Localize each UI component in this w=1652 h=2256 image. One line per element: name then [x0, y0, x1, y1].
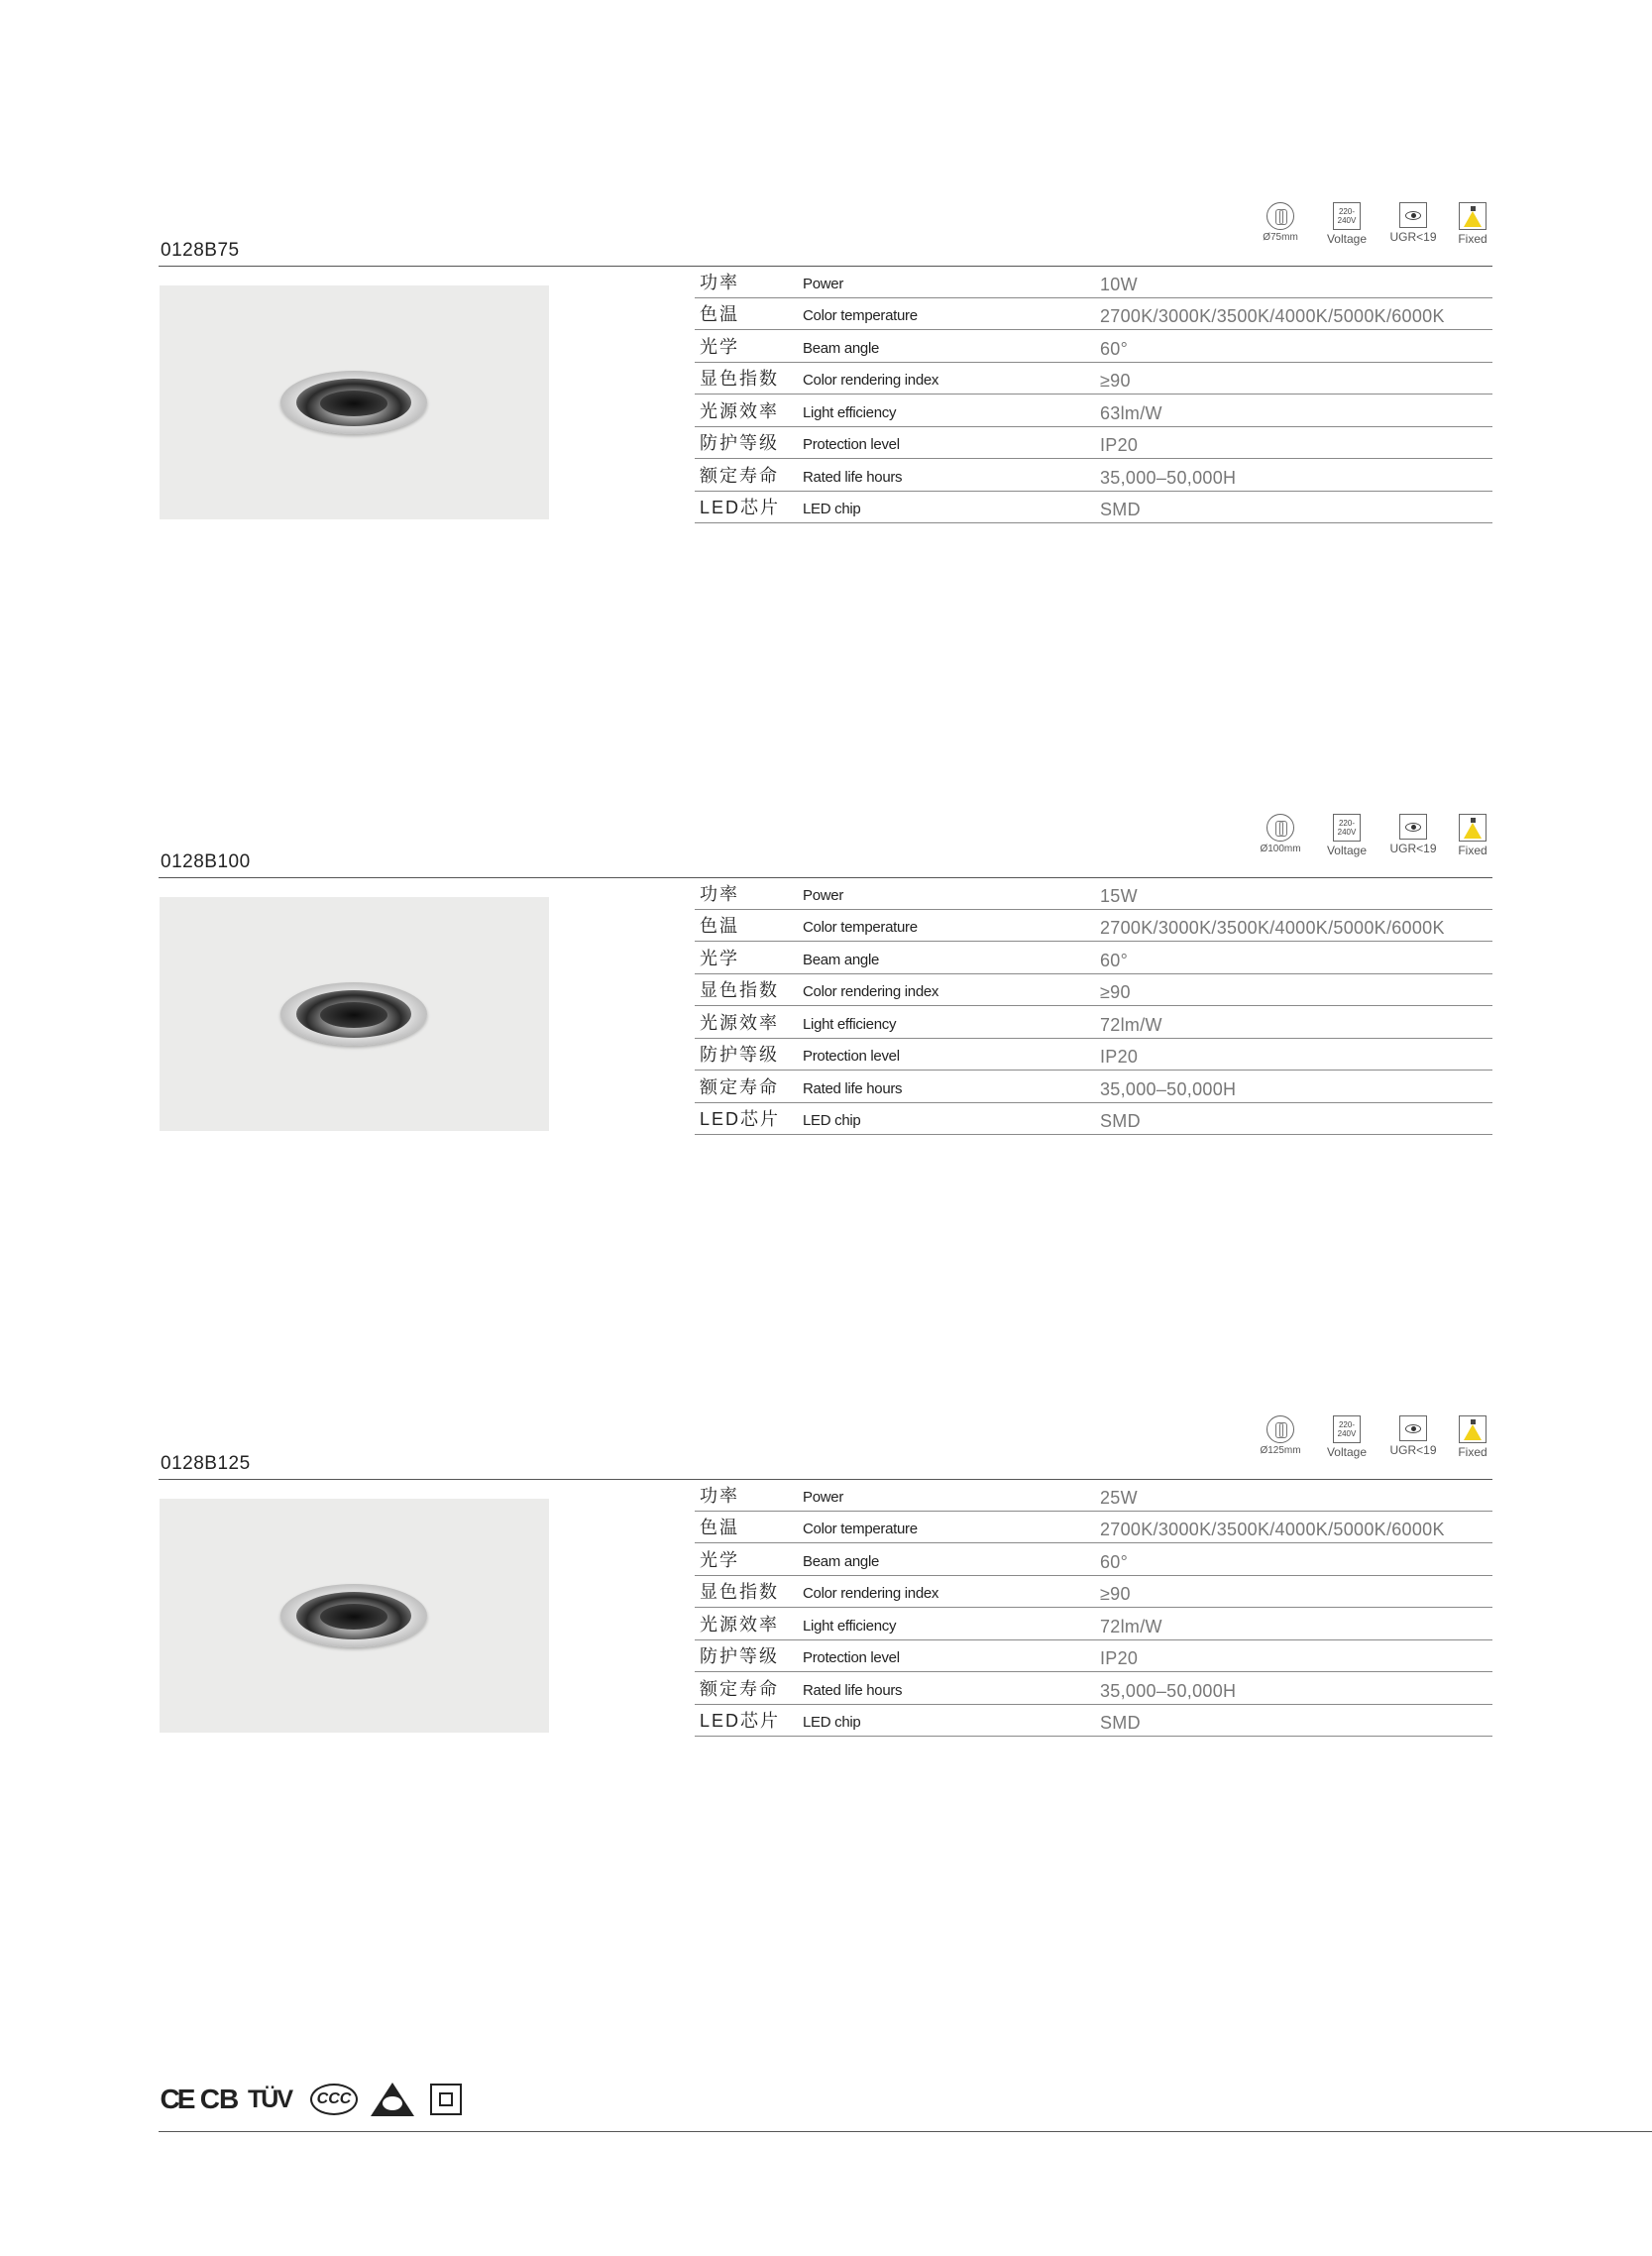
fixed-label: Fixed — [1458, 1445, 1487, 1459]
ugr-label: UGR<19 — [1389, 230, 1437, 244]
spec-row: 光学 Beam angle 60° — [695, 1543, 1492, 1576]
ugr-badge — [1382, 814, 1444, 855]
size-badge — [1253, 202, 1308, 243]
cutout-size-label: Ø75mm — [1263, 232, 1298, 243]
spec-row: LED芯片 LED chip SMD — [695, 492, 1492, 524]
spec-table — [695, 1479, 1492, 1737]
tuv-mark-icon: TÜV — [248, 2085, 291, 2113]
class-ii-icon — [428, 2080, 464, 2119]
voltage-icon: 220-240V — [1333, 1415, 1361, 1443]
ugr-label: UGR<19 — [1389, 1443, 1437, 1457]
ugr-badge — [1382, 1415, 1444, 1457]
downlight-image — [280, 982, 427, 1046]
certification-logos — [159, 2080, 486, 2119]
cutout-size-label: Ø125mm — [1260, 1445, 1301, 1456]
ce-mark-icon: CE — [160, 2084, 193, 2114]
downlight-image — [280, 371, 427, 434]
spec-row: 色温 Color temperature 2700K/3000K/3500K/4000K/5000K/6000K — [695, 1512, 1492, 1544]
spec-row: 额定寿命 Rated life hours 35,000–50,000H — [695, 1071, 1492, 1103]
size-badge — [1253, 814, 1308, 854]
voltage-label: Voltage — [1326, 232, 1368, 246]
model-code: 0128B100 — [161, 851, 251, 872]
voltage-icon: 220-240V — [1333, 814, 1361, 842]
fixed-beam-icon — [1459, 202, 1487, 230]
product-section — [0, 814, 1652, 1230]
product-section — [0, 1415, 1652, 1832]
saa-mark-icon — [369, 2080, 416, 2119]
voltage-badge — [1317, 1415, 1377, 1459]
spec-row: 额定寿命 Rated life hours 35,000–50,000H — [695, 1672, 1492, 1705]
voltage-label: Voltage — [1326, 1445, 1368, 1459]
spec-table — [695, 266, 1492, 523]
spec-row: 显色指数 Color rendering index ≥90 — [695, 363, 1492, 395]
spec-row: 防护等级 Protection level IP20 — [695, 427, 1492, 460]
voltage-label: Voltage — [1326, 844, 1368, 857]
fixed-badge — [1449, 814, 1496, 857]
spec-row: 功率 Power 15W — [695, 877, 1492, 910]
spec-row: 防护等级 Protection level IP20 — [695, 1640, 1492, 1673]
feature-icons — [1253, 202, 1500, 262]
spec-row: 光学 Beam angle 60° — [695, 330, 1492, 363]
feature-icons — [1253, 1415, 1500, 1475]
spec-row: 功率 Power 25W — [695, 1479, 1492, 1512]
ugr-label: UGR<19 — [1389, 842, 1437, 855]
product-image — [160, 285, 549, 519]
size-badge — [1253, 1415, 1308, 1456]
spec-row: 功率 Power 10W — [695, 266, 1492, 298]
eye-icon — [1399, 1415, 1427, 1441]
spec-row: 显色指数 Color rendering index ≥90 — [695, 974, 1492, 1007]
spec-row: LED芯片 LED chip SMD — [695, 1103, 1492, 1136]
eye-icon — [1399, 202, 1427, 228]
product-image — [160, 1499, 549, 1733]
fixed-label: Fixed — [1458, 232, 1487, 246]
eye-icon — [1399, 814, 1427, 840]
fixed-badge — [1449, 1415, 1496, 1459]
feature-icons — [1253, 814, 1500, 873]
spec-row: 额定寿命 Rated life hours 35,000–50,000H — [695, 459, 1492, 492]
downlight-image — [280, 1584, 427, 1647]
spec-row: 色温 Color temperature 2700K/3000K/3500K/4000K/5000K/6000K — [695, 298, 1492, 331]
cutout-size-label: Ø100mm — [1260, 844, 1301, 854]
fixed-badge — [1449, 202, 1496, 246]
model-code: 0128B75 — [161, 240, 240, 261]
spec-row: LED芯片 LED chip SMD — [695, 1705, 1492, 1738]
ccc-mark-icon: CCC — [309, 2080, 359, 2119]
fixed-beam-icon — [1459, 814, 1487, 842]
spec-table — [695, 877, 1492, 1135]
spec-row: 光源效率 Light efficiency 72lm/W — [695, 1006, 1492, 1039]
cb-mark-icon: CB — [199, 2084, 239, 2114]
ugr-badge — [1382, 202, 1444, 244]
cutout-size-icon — [1267, 814, 1294, 842]
spec-row: 光源效率 Light efficiency 72lm/W — [695, 1608, 1492, 1640]
spec-row: 光学 Beam angle 60° — [695, 942, 1492, 974]
voltage-badge — [1317, 202, 1377, 246]
footer-divider — [159, 2131, 1652, 2132]
spec-row: 防护等级 Protection level IP20 — [695, 1039, 1492, 1072]
spec-row: 光源效率 Light efficiency 63lm/W — [695, 395, 1492, 427]
cutout-size-icon — [1267, 1415, 1294, 1443]
model-code: 0128B125 — [161, 1453, 251, 1474]
product-image — [160, 897, 549, 1131]
voltage-icon: 220-240V — [1333, 202, 1361, 230]
voltage-badge — [1317, 814, 1377, 857]
cutout-size-icon — [1267, 202, 1294, 230]
fixed-beam-icon — [1459, 1415, 1487, 1443]
spec-row: 色温 Color temperature 2700K/3000K/3500K/4000K/5000K/6000K — [695, 910, 1492, 943]
product-section — [0, 202, 1652, 619]
spec-row: 显色指数 Color rendering index ≥90 — [695, 1576, 1492, 1609]
fixed-label: Fixed — [1458, 844, 1487, 857]
